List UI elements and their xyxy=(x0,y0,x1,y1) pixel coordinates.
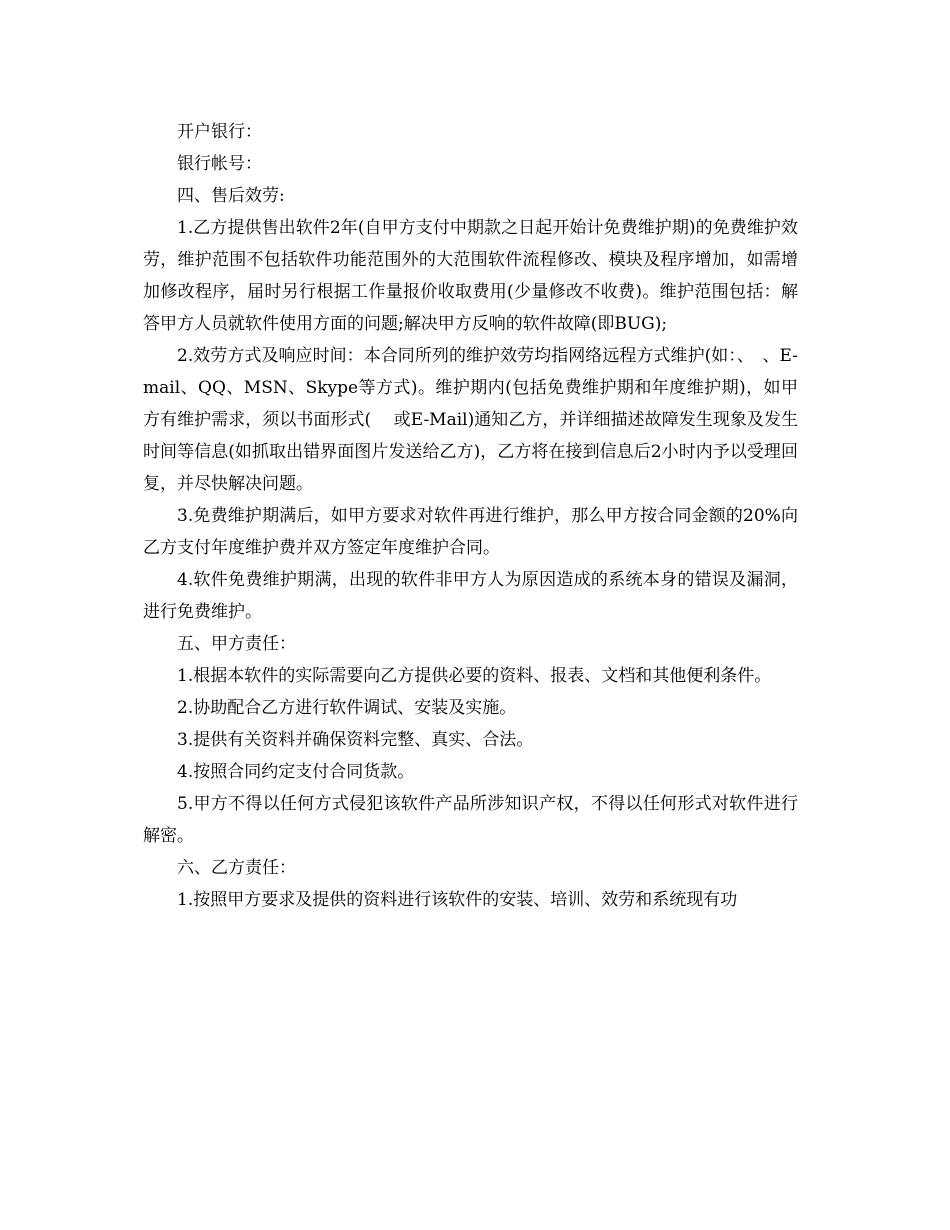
party-a-clause-4: 4.按照合同约定支付合同货款。 xyxy=(177,762,415,782)
after-sales-clause-4: 4.软件免费维护期满，出现的软件非甲方人为原因造成的系统本身的错误及漏洞，进行免费维护。 xyxy=(143,570,798,622)
after-sales-clause-2: 2.效劳方式及响应时间：本合同所列的维护效劳均指网络远程方式维护(如：、 、E-mail、QQ、MSN、Skype等方式)。维护期内(包括免费维护期和年度维护期)，如甲方有维护需求，须以书面形式( 或E-Mail)通知乙方，并详细描述故障发生现象及发生时间等信息(如抓取出错界面图片发送给乙方)，乙方将在接到信息后2小时内予以受理回复，并尽快解决问题。 xyxy=(143,346,798,494)
after-sales-clause-1: 1.乙方提供售出软件2年(自甲方支付中期款之日起开始计免费维护期)的免费维护效劳，维护范围不包括软件功能范围外的大范围软件流程修改、模块及程序增加，如需增加修改程序，届时另行根据工作量报价收取费用(少量修改不收费)。维护范围包括：解答甲方人员就软件使用方面的问题;解决甲方反响的软件故障(即BUG); xyxy=(143,218,798,334)
party-b-clause-1: 1.按照甲方要求及提供的资料进行该软件的安装、培训、效劳和系统现有功 xyxy=(177,890,738,910)
document-page xyxy=(143,116,798,916)
section-heading-party-b: 六、乙方责任： xyxy=(177,858,296,878)
section-heading-party-a: 五、甲方责任： xyxy=(177,634,296,654)
party-a-clause-5: 5.甲方不得以任何方式侵犯该软件产品所涉知识产权，不得以任何形式对软件进行解密。 xyxy=(143,794,798,846)
party-a-clause-2: 2.协助配合乙方进行软件调试、安装及实施。 xyxy=(177,698,517,718)
bank-account-line: 银行帐号： xyxy=(177,154,262,174)
party-a-clause-3: 3.提供有关资料并确保资料完整、真实、合法。 xyxy=(177,730,534,750)
section-heading-after-sales: 四、售后效劳: xyxy=(177,186,285,206)
party-a-clause-1: 1.根据本软件的实际需要向乙方提供必要的资料、报表、文档和其他便利条件。 xyxy=(177,666,772,686)
after-sales-clause-3: 3.免费维护期满后，如甲方要求对软件再进行维护，那么甲方按合同金额的20%向乙方支付年度维护费并双方签定年度维护合同。 xyxy=(143,506,798,558)
bank-name-line: 开户银行： xyxy=(177,122,262,142)
